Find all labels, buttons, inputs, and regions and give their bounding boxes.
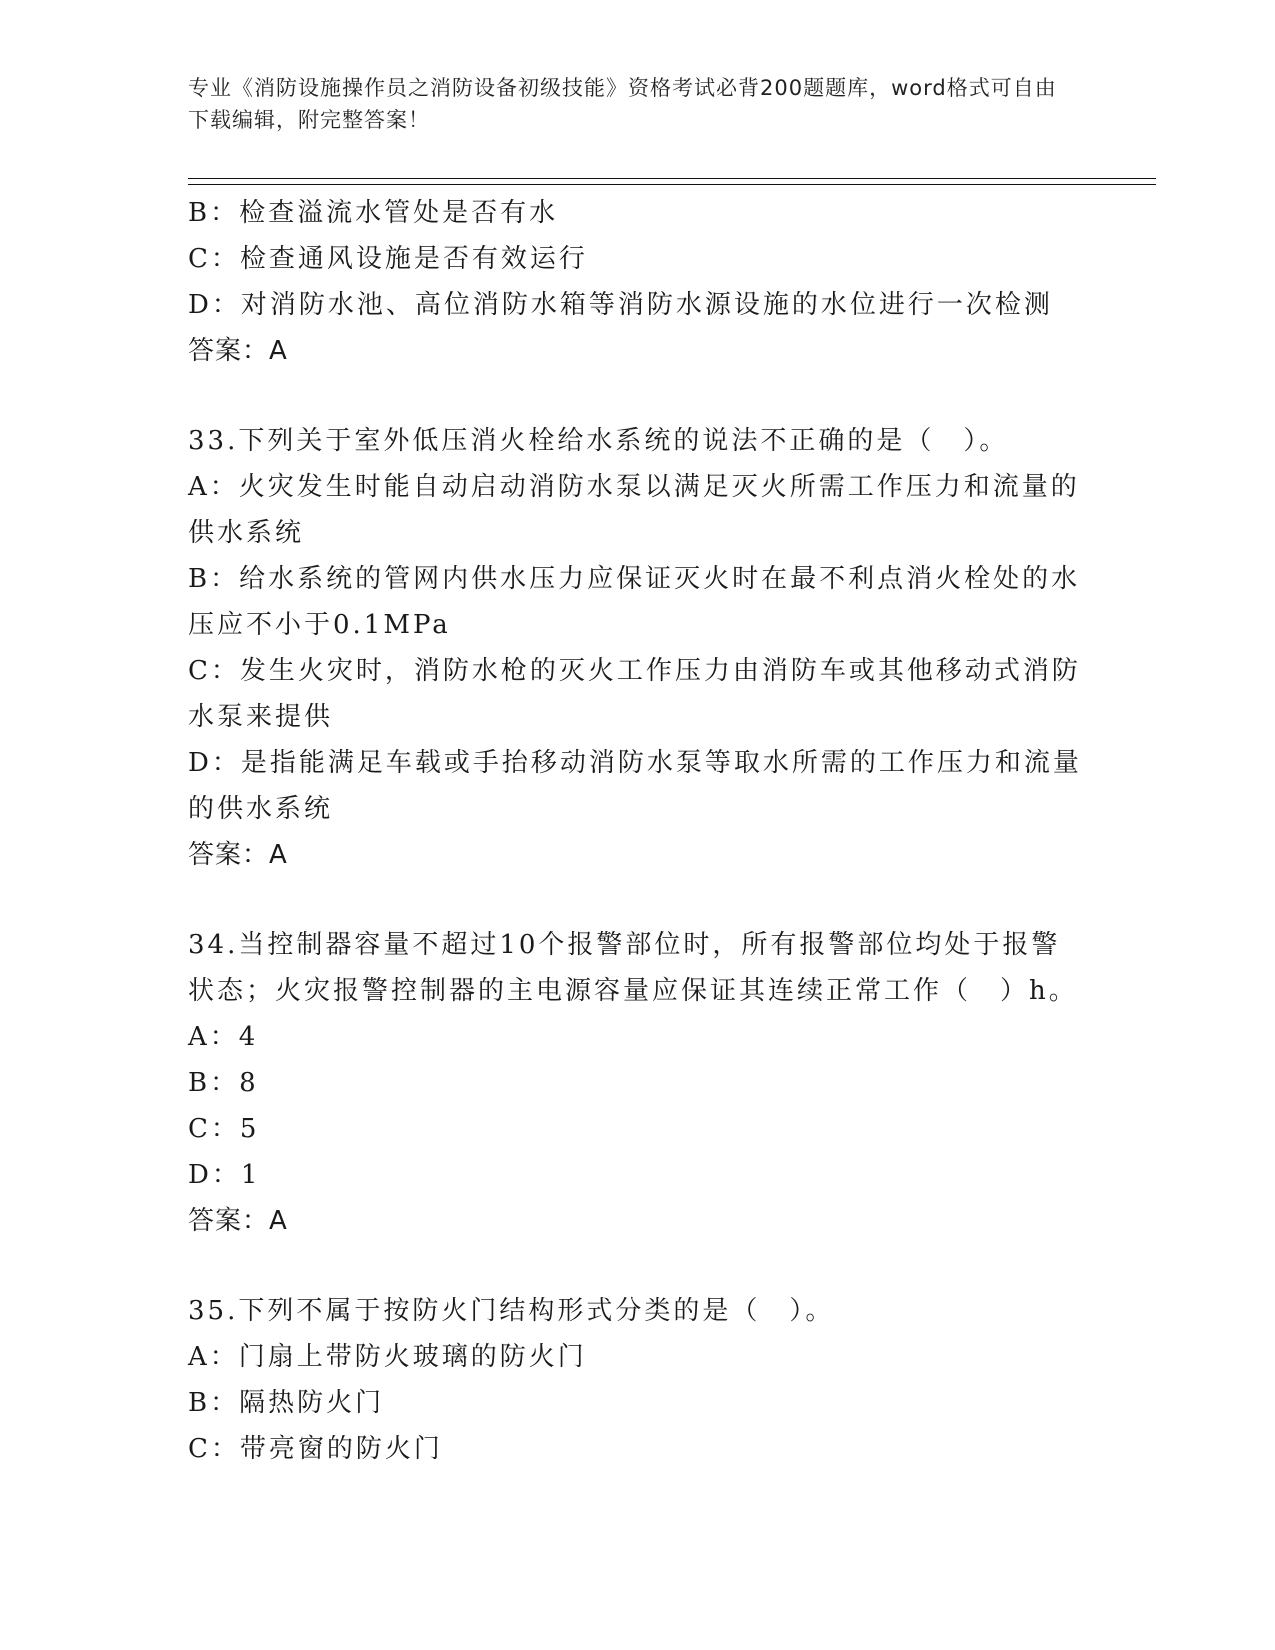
option-b: B：给水系统的管网内供水压力应保证灭火时在最不利点消火栓处的水压应不小于0.1MPa bbox=[188, 564, 1081, 640]
option-d: D：对消防水池、高位消防水箱等消防水源设施的水位进行一次检测 bbox=[188, 290, 1053, 320]
spacer bbox=[188, 878, 1088, 922]
option-a: A：4 bbox=[188, 1022, 259, 1052]
question-33 bbox=[188, 418, 1088, 878]
option-b: B：8 bbox=[188, 1068, 259, 1098]
document-header: 专业《消防设施操作员之消防设备初级技能》资格考试必背200题题库，word格式可自由下载编辑，附完整答案！ bbox=[188, 76, 1057, 132]
header-rule-bottom bbox=[188, 184, 1156, 185]
option-c: C：5 bbox=[188, 1114, 260, 1144]
question-stem: 35.下列不属于按防火门结构形式分类的是（ ）。 bbox=[188, 1296, 835, 1326]
option-c: C：带亮窗的防火门 bbox=[188, 1434, 443, 1464]
question-stem: 33.下列关于室外低压消火栓给水系统的说法不正确的是（ ）。 bbox=[188, 426, 1009, 456]
answer-line: 答案：A bbox=[188, 336, 288, 366]
question-stem: 34.当控制器容量不超过10个报警部位时，所有报警部位均处于报警状态；火灾报警控制器的主电源容量应保证其连续正常工作（ ）h。 bbox=[188, 930, 1078, 1006]
answer-line: 答案：A bbox=[188, 840, 288, 870]
option-a: A：门扇上带防火玻璃的防火门 bbox=[188, 1342, 587, 1372]
question-35 bbox=[188, 1288, 1088, 1472]
question-content bbox=[188, 190, 1088, 1472]
option-a: A：火灾发生时能自动启动消防水泵以满足灭火所需工作压力和流量的供水系统 bbox=[188, 472, 1080, 548]
question-34 bbox=[188, 922, 1088, 1244]
option-c: C：发生火灾时，消防水枪的灭火工作压力由消防车或其他移动式消防水泵来提供 bbox=[188, 656, 1081, 732]
option-c: C：检查通风设施是否有效运行 bbox=[188, 244, 588, 274]
option-d: D：1 bbox=[188, 1160, 261, 1190]
option-b: B：隔热防火门 bbox=[188, 1388, 385, 1418]
header-rule-top bbox=[188, 178, 1156, 179]
answer-line: 答案：A bbox=[188, 1206, 288, 1236]
option-b: B：检查溢流水管处是否有水 bbox=[188, 198, 559, 228]
spacer bbox=[188, 374, 1088, 418]
option-d: D：是指能满足车载或手抬移动消防水泵等取水所需的工作压力和流量的供水系统 bbox=[188, 748, 1082, 824]
question-32-tail bbox=[188, 190, 1088, 374]
spacer bbox=[188, 1244, 1088, 1288]
